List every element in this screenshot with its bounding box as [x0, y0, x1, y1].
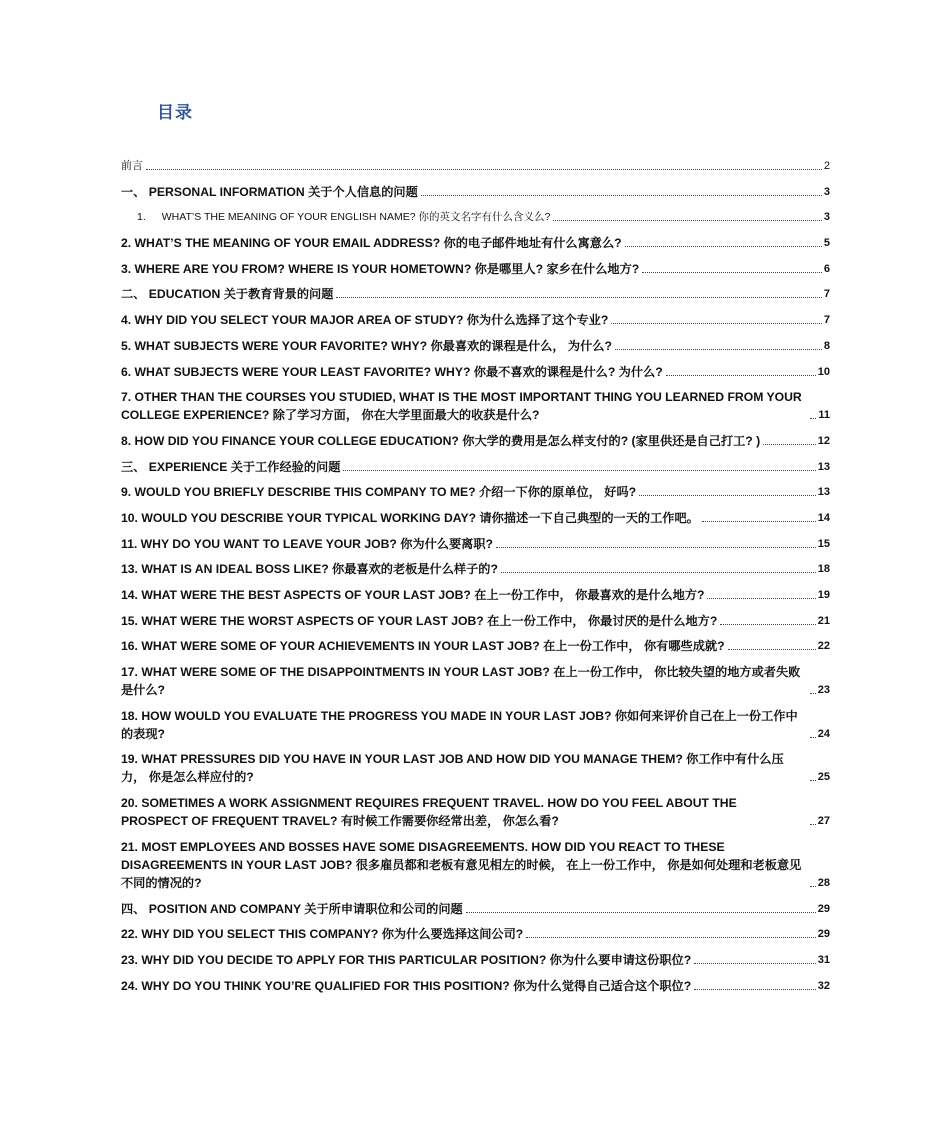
toc-leader-dots	[728, 649, 816, 650]
toc-leader-dots	[720, 624, 815, 625]
toc-entry-number: 1.	[137, 211, 146, 224]
toc-leader-dots	[810, 418, 816, 419]
toc-leader-dots	[466, 912, 816, 913]
toc-entry[interactable]	[121, 794, 830, 830]
toc-page-number: 7	[823, 288, 830, 301]
toc-entry-text: 5. WHAT SUBJECTS WERE YOUR FAVORITE? WHY? 你最喜欢的课程是什么， 为什么?	[121, 338, 612, 353]
toc-entry[interactable]	[121, 560, 830, 578]
toc-entry-text: 13. WHAT IS AN IDEAL BOSS LIKE? 你最喜欢的老板是什么样子的?	[121, 562, 498, 577]
toc-entry-text: 21. MOST EMPLOYEES AND BOSSES HAVE SOME DISAGREEMENTS. HOW DID YOU REACT TO THESE DISAGREEMENTS IN YOUR LAST JOB? 很多雇员都和老板有意见相左的时候， 在上一份工作中， 你是如何处理和老板意见不同的情况的?	[121, 839, 802, 890]
toc-leader-dots	[810, 824, 816, 825]
toc-entry[interactable]	[121, 458, 830, 476]
toc-entry-text: 四、 POSITION AND COMPANY 关于所申请职位和公司的问题	[121, 901, 463, 916]
toc-page-number: 22	[817, 640, 830, 653]
toc-entry[interactable]	[121, 337, 830, 355]
toc-page-number: 14	[817, 511, 830, 524]
toc-entry-text: 18. HOW WOULD YOU EVALUATE THE PROGRESS YOU MADE IN YOUR LAST JOB? 你如何来评价自己在上一份工作中的表现?	[121, 708, 798, 741]
toc-page-number: 28	[817, 876, 830, 889]
toc-entry[interactable]	[121, 388, 830, 424]
toc-title: 目录	[157, 103, 193, 122]
toc-entry[interactable]	[121, 183, 830, 201]
toc-entry[interactable]	[121, 750, 830, 786]
toc-page-number: 11	[818, 409, 830, 422]
toc-entry-text: 20. SOMETIMES A WORK ASSIGNMENT REQUIRES FREQUENT TRAVEL. HOW DO YOU FEEL ABOUT THE PROSPECT OF FREQUENT TRAVEL? 有时候工作需要你经常出差， 你怎么看?	[121, 796, 737, 829]
toc-entry-text: 22. WHY DID YOU SELECT THIS COMPANY? 你为什么要选择这间公司?	[121, 927, 524, 942]
toc-page-number: 31	[817, 953, 830, 966]
toc-page-number: 19	[817, 589, 830, 601]
toc-entry-text: 16. WHAT WERE SOME OF YOUR ACHIEVEMENTS IN YOUR LAST JOB? 在上一份工作中， 你有哪些成就?	[121, 639, 725, 654]
toc-entry-text: 三、 EXPERIENCE 关于工作经验的问题	[121, 459, 341, 474]
toc-page-number: 29	[817, 902, 830, 915]
toc-entry[interactable]	[121, 707, 830, 743]
toc-entry[interactable]	[121, 612, 830, 630]
toc-leader-dots	[526, 937, 816, 938]
toc-entry[interactable]	[121, 260, 830, 278]
toc-entry-text: 8. HOW DID YOU FINANCE YOUR COLLEGE EDUCATION? 你大学的费用是怎么样支付的? (家里供还是自己打工? )	[121, 433, 761, 448]
toc-page-number: 24	[817, 727, 830, 740]
toc-entry[interactable]	[121, 483, 830, 501]
toc-entry-text: 二、 EDUCATION 关于教育背景的问题	[121, 287, 334, 302]
toc-page-number: 3	[823, 211, 830, 224]
toc-entry-text: 前言	[121, 160, 143, 172]
toc-entry-text: 4. WHY DID YOU SELECT YOUR MAJOR AREA OF STUDY? 你为什么选择了这个专业?	[121, 313, 609, 328]
toc-leader-dots	[421, 195, 822, 196]
toc-page-number: 10	[817, 365, 830, 378]
toc-leader-dots	[702, 521, 816, 522]
toc-leader-dots	[642, 272, 822, 273]
toc-entry[interactable]	[121, 637, 830, 655]
toc-entry-text: WHAT’S THE MEANING OF YOUR ENGLISH NAME? 你的英文名字有什么含义么?	[161, 211, 551, 224]
toc-entry[interactable]	[121, 900, 830, 918]
toc-entry-text: 15. WHAT WERE THE WORST ASPECTS OF YOUR LAST JOB? 在上一份工作中， 你最讨厌的是什么地方?	[121, 613, 718, 628]
toc-entry-text: 23. WHY DID YOU DECIDE TO APPLY FOR THIS PARTICULAR POSITION? 你为什么要申请这份职位?	[121, 952, 692, 967]
toc-leader-dots	[336, 297, 821, 298]
toc-entry[interactable]	[121, 432, 830, 450]
toc-leader-dots	[694, 963, 816, 964]
toc-leader-dots	[625, 246, 822, 247]
toc-page-number: 12	[817, 434, 830, 447]
toc-page-number: 13	[817, 486, 830, 499]
toc-entry[interactable]	[121, 234, 830, 252]
toc-leader-dots	[343, 470, 815, 471]
toc-entry-text: 2. WHAT’S THE MEANING OF YOUR EMAIL ADDRESS? 你的电子邮件地址有什么寓意么?	[121, 236, 622, 251]
toc-page-number: 18	[817, 563, 830, 576]
toc-page-number: 32	[817, 979, 830, 992]
toc-leader-dots	[707, 598, 815, 599]
toc-entry-text: 6. WHAT SUBJECTS WERE YOUR LEAST FAVORITE? WHY? 你最不喜欢的课程是什么? 为什么?	[121, 364, 663, 379]
table-of-contents	[121, 157, 830, 1002]
toc-entry[interactable]	[121, 925, 830, 943]
toc-page-number: 5	[823, 237, 830, 250]
toc-entry-text: 19. WHAT PRESSURES DID YOU HAVE IN YOUR LAST JOB AND HOW DID YOU MANAGE THEM? 你工作中有什么压力， 你是怎么样应付的?	[121, 752, 784, 785]
toc-leader-dots	[810, 780, 816, 781]
toc-leader-dots	[810, 737, 816, 738]
toc-page-number: 6	[823, 262, 830, 275]
toc-page-number: 29	[817, 928, 830, 941]
toc-entry[interactable]	[121, 208, 830, 226]
toc-entry[interactable]	[121, 363, 830, 381]
toc-entry-text: 11. WHY DO YOU WANT TO LEAVE YOUR JOB? 你为什么要离职?	[121, 536, 493, 551]
toc-page-number: 15	[817, 537, 830, 550]
toc-leader-dots	[639, 495, 816, 496]
toc-leader-dots	[146, 169, 822, 170]
toc-leader-dots	[501, 572, 816, 573]
toc-page-number: 25	[817, 771, 830, 784]
toc-entry[interactable]	[121, 311, 830, 329]
toc-entry-text: 10. WOULD YOU DESCRIBE YOUR TYPICAL WORKING DAY? 请你描述一下自己典型的一天的工作吧。	[121, 510, 699, 525]
toc-page-number: 13	[817, 460, 830, 473]
toc-leader-dots	[694, 989, 816, 990]
toc-entry[interactable]	[121, 157, 830, 175]
toc-leader-dots	[810, 693, 816, 694]
toc-page-number: 23	[817, 684, 830, 697]
toc-entry[interactable]	[121, 838, 830, 892]
toc-entry-text: 14. WHAT WERE THE BEST ASPECTS OF YOUR LAST JOB? 在上一份工作中， 你最喜欢的是什么地方?	[121, 588, 705, 602]
toc-leader-dots	[615, 349, 822, 350]
toc-entry-text: 一、 PERSONAL INFORMATION 关于个人信息的问题	[121, 184, 418, 199]
toc-page-number: 8	[823, 339, 830, 352]
toc-entry[interactable]	[121, 586, 830, 604]
toc-page-number: 2	[823, 160, 830, 172]
toc-entry[interactable]	[121, 951, 830, 969]
toc-entry[interactable]	[121, 509, 830, 527]
toc-entry[interactable]	[121, 663, 830, 699]
toc-leader-dots	[611, 323, 822, 324]
toc-entry[interactable]	[121, 977, 830, 995]
toc-entry-text: 9. WOULD YOU BRIEFLY DESCRIBE THIS COMPANY TO ME? 介绍一下你的原单位， 好吗?	[121, 485, 637, 500]
toc-page-number: 7	[823, 314, 830, 327]
toc-page-number: 27	[817, 815, 830, 828]
toc-leader-dots	[496, 547, 816, 548]
toc-page-number: 21	[817, 614, 830, 627]
toc-leader-dots	[666, 375, 816, 376]
toc-entry[interactable]	[121, 285, 830, 303]
toc-leader-dots	[553, 220, 822, 221]
toc-page-number: 3	[823, 185, 830, 198]
toc-entry[interactable]	[121, 535, 830, 553]
toc-entry-text: 17. WHAT WERE SOME OF THE DISAPPOINTMENTS IN YOUR LAST JOB? 在上一份工作中， 你比较失望的地方或者失败是什么?	[121, 665, 801, 698]
toc-entry-text: 24. WHY DO YOU THINK YOU’RE QUALIFIED FOR THIS POSITION? 你为什么觉得自己适合这个职位?	[121, 978, 692, 993]
toc-leader-dots	[810, 886, 816, 887]
toc-entry-text: 3. WHERE ARE YOU FROM? WHERE IS YOUR HOMETOWN? 你是哪里人? 家乡在什么地方?	[121, 261, 640, 276]
toc-entry-text: 7. OTHER THAN THE COURSES YOU STUDIED, WHAT IS THE MOST IMPORTANT THING YOU LEARNED FROM YOUR COLLEGE EXPERIENCE? 除了学习方面， 你在大学里面最大的收获是什么?	[121, 390, 802, 423]
toc-leader-dots	[763, 444, 816, 445]
